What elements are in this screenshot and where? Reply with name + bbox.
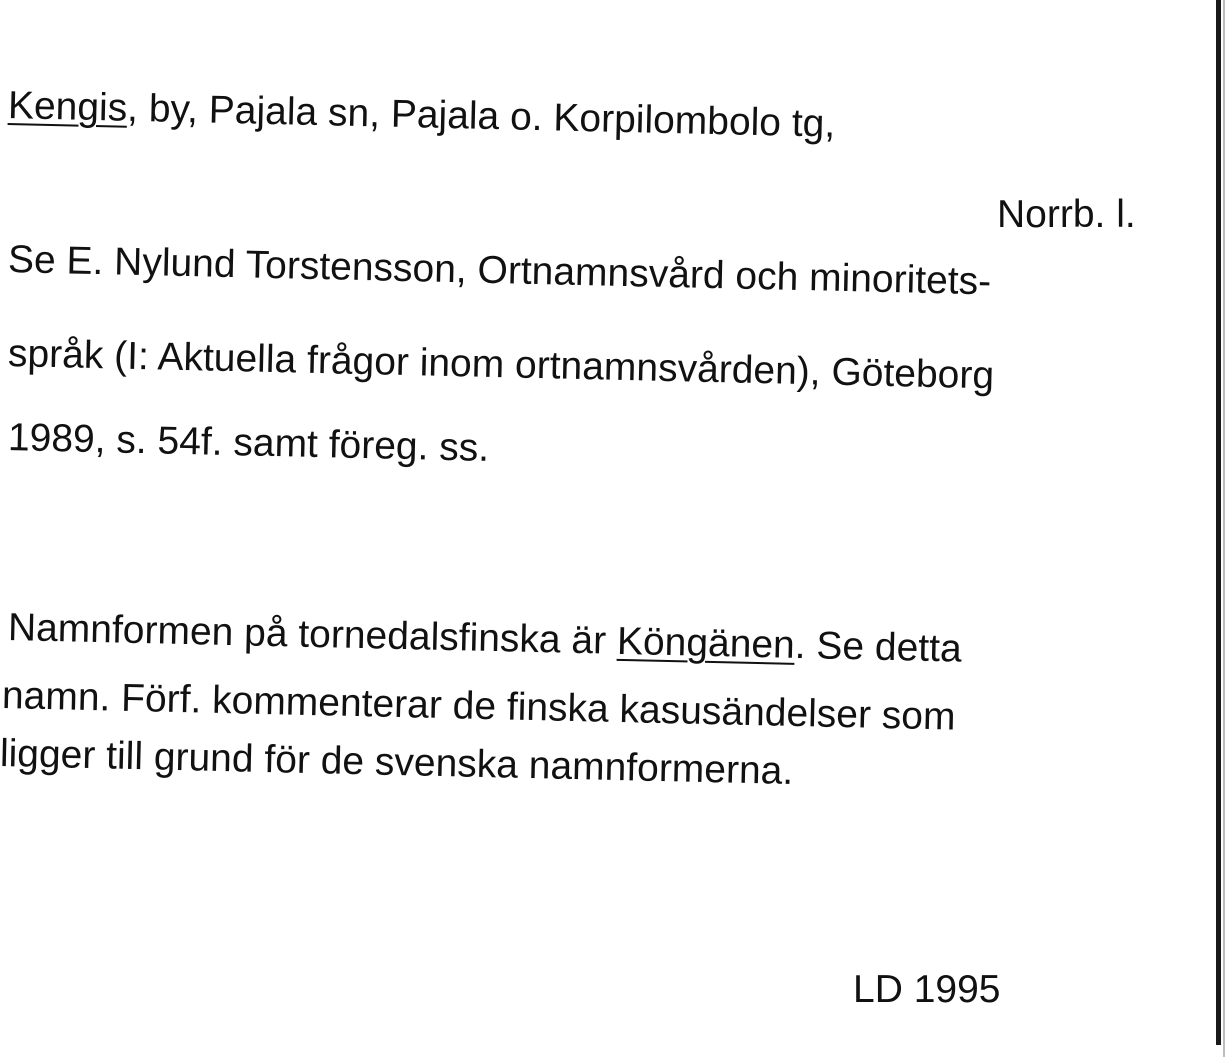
- cross-reference-name: Köngänen: [616, 619, 796, 667]
- note-text: . Se detta: [794, 623, 963, 671]
- headword: Kengis: [7, 84, 128, 130]
- reference-line: 1989, s. 54f. samt föreg. ss.: [7, 416, 490, 470]
- note-line: namn. Förf. kommenterar de finska kasusändelser som: [1, 674, 956, 739]
- reference-line: språk (I: Aktuella frågor inom ortnamnsvården), Göteborg: [7, 332, 995, 398]
- entry-header: [8, 86, 836, 144]
- note-line: ligger till grund för de svenska namnformerna.: [0, 732, 794, 793]
- signature: LD 1995: [853, 968, 1001, 1011]
- county-label: Norrb. l.: [997, 193, 1136, 236]
- note-text: Namnformen på tornedalsfinska är: [7, 606, 618, 663]
- card-edge: [1216, 0, 1221, 1045]
- reference-line: Se E. Nylund Torstensson, Ortnamnsvård och minoritets-: [7, 238, 992, 304]
- entry-header-rest: , by, Pajala sn, Pajala o. Korpilombolo tg,: [126, 86, 836, 146]
- note-line: [8, 608, 963, 669]
